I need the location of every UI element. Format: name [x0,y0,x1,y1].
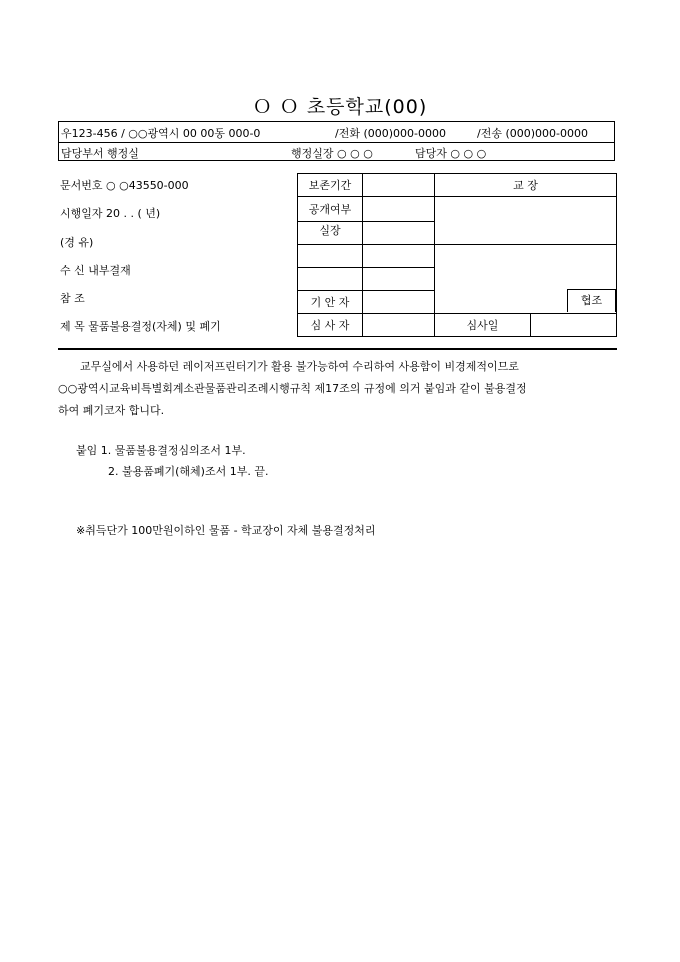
approval-grid [297,173,617,337]
disclosure-value [363,197,435,222]
attachment-1: 붙임 1. 물품불용결정심의조서 1부. [76,444,246,457]
drafter-value [363,291,435,314]
reviewer-label: 심 사 자 [298,314,363,337]
disclosure-label: 공개여부 [298,197,363,222]
sender-fax: /전송 (000)000-0000 [477,127,588,140]
attachment-2: 2. 불용품폐기(해체)조서 1부. 끝. [108,465,269,478]
cooperation-label: 협조 [580,294,603,307]
sender-phone: /전화 (000)000-0000 [335,127,446,140]
sender-info-divider [59,142,614,143]
director-label: 실장 [298,222,363,245]
via: (경 유) [60,236,94,249]
exec-date: 시행일자 20 . . ( 년) [60,207,161,220]
body-line-3: 하여 폐기코자 합니다. [58,404,165,417]
doc-number: 문서번호 ○ ○43550-000 [60,179,189,192]
blank-label-2 [298,268,363,291]
sender-address: 우123-456 / ○○광역시 00 00동 000-0 [61,127,261,140]
reviewer-value [363,314,435,337]
reference: 참 조 [60,292,85,305]
sender-info-box [58,121,615,161]
retention-value [363,174,435,197]
principal-sign [435,197,617,245]
retention-label: 보존기간 [298,174,363,197]
recipient: 수 신 내부결재 [60,264,131,277]
director-value [363,222,435,245]
content-divider [58,348,617,350]
blank-value-1 [363,245,435,268]
cooperation-cell [567,289,616,312]
sender-admin-head: 행정실장 ○ ○ ○ [291,147,373,160]
footnote: ※취득단가 100만원이하인 물품 - 학교장이 자체 불용결정처리 [76,524,376,537]
principal-label: 교 장 [435,174,617,197]
sender-staff: 담당자 ○ ○ ○ [415,147,487,160]
review-date-label: 심사일 [435,314,531,337]
review-date-value [531,314,617,337]
sender-department: 담당부서 행정실 [61,147,139,160]
drafter-label: 기 안 자 [298,291,363,314]
blank-label-1 [298,245,363,268]
document-title: Ｏ Ｏ 초등학교(00) [252,96,428,118]
blank-value-2 [363,268,435,291]
body-line-1: 교무실에서 사용하던 레이저프린터기가 활용 불가능하여 수리하여 사용함이 비경제적이므로 [80,360,519,373]
body-line-2: ○○광역시교육비특별회계소관물품관리조례시행규칙 제17조의 규정에 의거 붙임과 같이 불용결정 [58,382,527,395]
subject: 제 목 물품불용결정(자체) 및 폐기 [60,320,221,333]
